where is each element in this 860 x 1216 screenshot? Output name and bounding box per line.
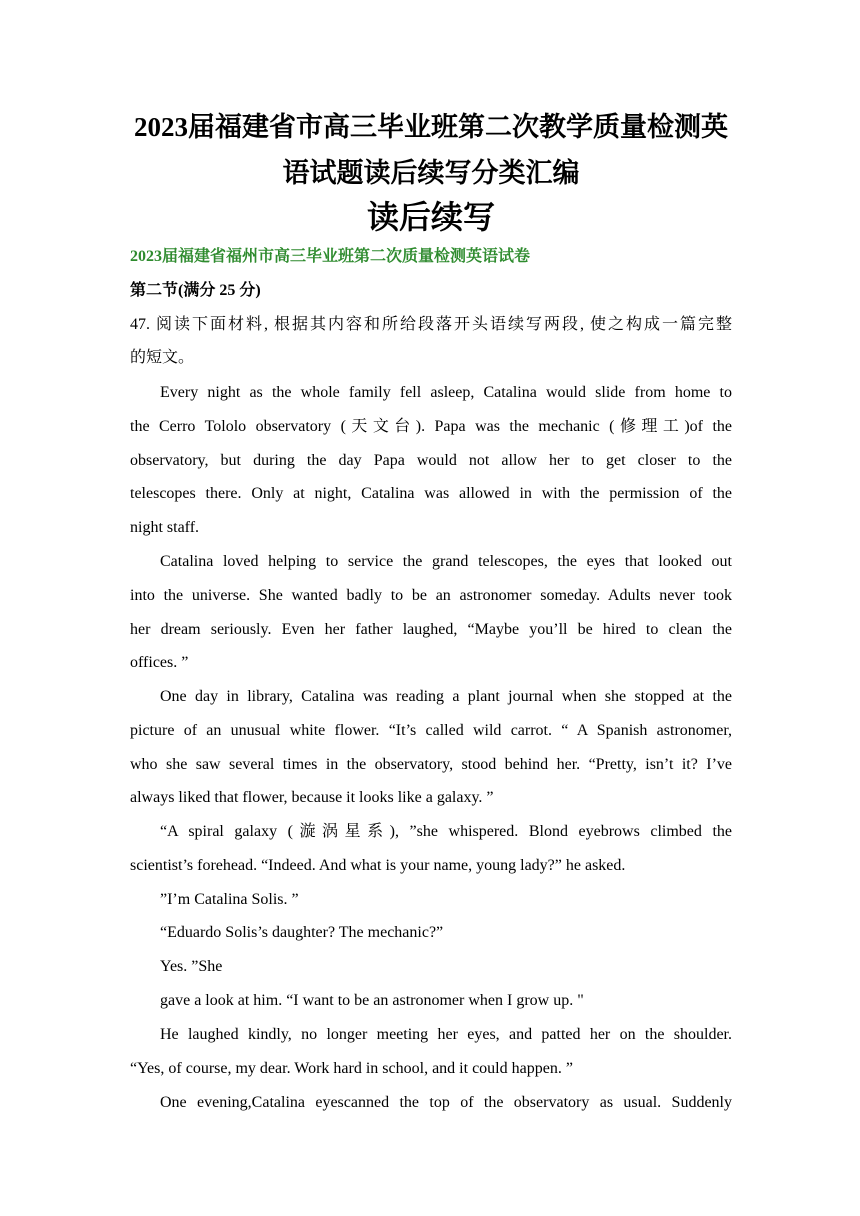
body-line: One evening,Catalina eyescanned the top of the observatory as usual. Suddenly — [160, 1094, 732, 1111]
body-line: the Cerro Tololo observatory (天文台). Papa was the mechanic (修理工)of the — [130, 418, 732, 435]
part-heading: 第二节(满分 25 分) — [130, 282, 261, 299]
document-title-line-2: 语试题读后续写分类汇编 — [282, 158, 580, 188]
body-line: into the universe. She wanted badly to be an astronomer someday. Adults never took — [130, 587, 732, 604]
body-line: One day in library, Catalina was reading a plant journal when she stopped at the — [160, 688, 732, 705]
body-line: always liked that flower, because it looks like a galaxy. ” — [130, 789, 494, 806]
body-line: her dream seriously. Even her father laughed, “Maybe you’ll be hired to clean the — [130, 621, 732, 638]
body-line: Yes. ”She — [160, 958, 223, 975]
body-line: observatory, but during the day Papa would not allow her to get closer to the — [130, 452, 732, 469]
document-title-line-1: 2023届福建省市高三毕业班第二次教学质量检测英 — [134, 112, 728, 142]
body-line: Every night as the whole family fell asleep, Catalina would slide from home to — [160, 384, 732, 401]
body-line: night staff. — [130, 519, 200, 536]
body-line: He laughed kindly, no longer meeting her eyes, and patted her on the shoulder. — [160, 1026, 732, 1043]
body-line: Catalina loved helping to service the grand telescopes, the eyes that looked out — [160, 553, 732, 570]
instruction-line-2: 的短文。 — [130, 349, 195, 366]
body-line: who she saw several times in the observatory, stood behind her. “Pretty, isn’t it? I’ve — [130, 756, 732, 773]
body-line: “Eduardo Solis’s daughter? The mechanic?” — [160, 924, 444, 941]
body-line: telescopes there. Only at night, Catalina was allowed in with the permission of the — [130, 485, 732, 502]
body-line: picture of an unusual white flower. “It’s called wild carrot. “ A Spanish astronomer, — [130, 722, 732, 739]
body-line: offices. ” — [130, 654, 189, 671]
section-title: 读后续写 — [366, 199, 495, 235]
body-line: “A spiral galaxy (漩涡星系), ”she whispered. Blond eyebrows climbed the — [160, 823, 732, 840]
body-line: “Yes, of course, my dear. Work hard in school, and it could happen. ” — [130, 1060, 573, 1077]
body-line: gave a look at him. “I want to be an astronomer when I grow up. " — [160, 992, 584, 1009]
source-heading: 2023届福建省福州市高三毕业班第二次质量检测英语试卷 — [130, 248, 531, 265]
body-line: scientist’s forehead. “Indeed. And what is your name, young lady?” he asked. — [130, 857, 626, 874]
body-line: ”I’m Catalina Solis. ” — [160, 891, 299, 908]
instruction-line-1: 47. 阅读下面材料, 根据其内容和所给段落开头语续写两段, 使之构成一篇完整 — [130, 316, 732, 333]
